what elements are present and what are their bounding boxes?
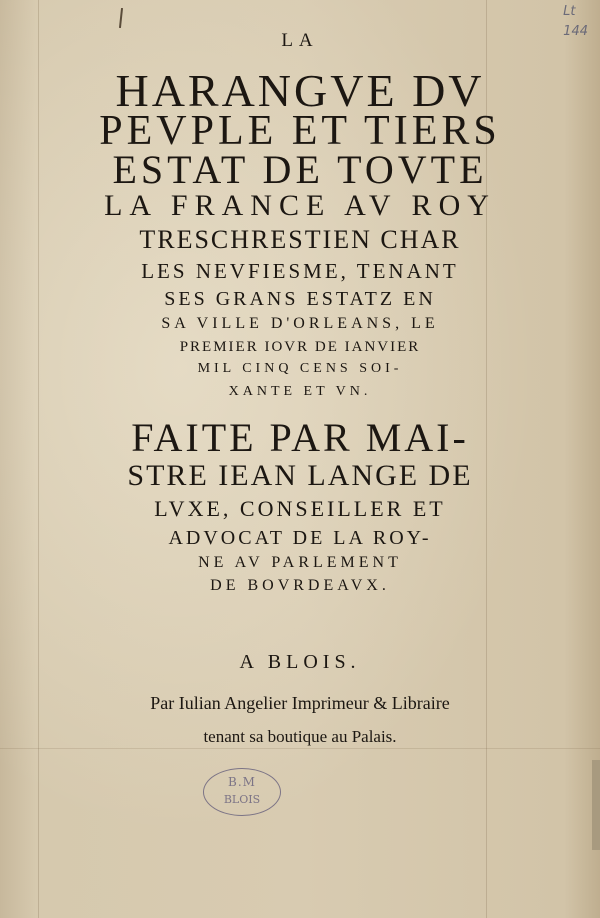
imprint-printer: Par Iulian Angelier Imprimeur & Libraire	[150, 693, 450, 713]
fold-line	[0, 748, 600, 749]
imprint-place: A BLOIS.	[239, 651, 361, 673]
author-line: FAITE PAR MAI-	[131, 415, 469, 460]
imprint-shop: tenant sa boutique au Palais.	[203, 727, 397, 746]
author-line: LVXE, CONSEILLER ET	[154, 496, 446, 521]
title-line: HARANGVE DV	[115, 65, 485, 116]
shelfmark-line-1: Lt	[563, 4, 576, 19]
title-line: LES NEVFIESME, TENANT	[141, 259, 459, 283]
author-line: ADVOCAT DE LA ROY-	[168, 527, 432, 549]
author-line: NE AV PARLEMENT	[198, 554, 402, 571]
title-line: SES GRANS ESTATZ EN	[164, 288, 436, 310]
ink-mark	[119, 8, 123, 28]
page-edge	[592, 760, 600, 850]
title-line: MIL CINQ CENS SOI-	[197, 361, 403, 376]
stamp-top-text: B.M	[228, 775, 256, 789]
title-line: TRESCHRESTIEN CHAR	[139, 225, 461, 254]
title-line: SA VILLE D'ORLEANS, LE	[161, 315, 439, 332]
title-line: PREMIER IOVR DE IANVIER	[179, 339, 421, 355]
library-stamp	[203, 768, 281, 816]
title-line: LA	[281, 30, 319, 51]
title-line: LA FRANCE AV ROY	[104, 189, 496, 222]
title-line: PEVPLE ET TIERS	[99, 108, 501, 154]
shelfmark-line-2: 144	[563, 24, 588, 39]
stamp-bottom-text: BLOIS	[223, 793, 261, 806]
title-line: ESTAT DE TOVTE	[112, 147, 488, 192]
author-line: STRE IEAN LANGE DE	[127, 459, 473, 492]
title-line: XANTE ET VN.	[228, 384, 372, 399]
author-line: DE BOVRDEAVX.	[210, 577, 390, 594]
